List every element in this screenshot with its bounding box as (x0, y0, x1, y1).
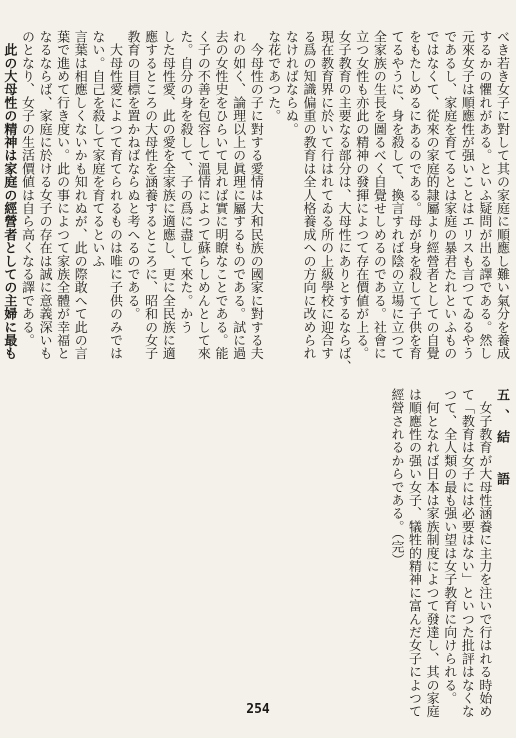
text-column: 葉で進めて行き度い。此の事によつて家族全體が幸福と (54, 30, 70, 360)
text-column: 女子教育が大母性涵養に主力を注いで行はれる時始め (476, 388, 492, 718)
text-column: ではなくて、從來の家庭的隷屬より經營者としての自覺 (423, 30, 439, 360)
text-column: 立つ女性も亦此の精神の發揮によつて存在價値が上る。 (353, 30, 369, 360)
text-column: 今母性の子に對する愛情は大和民族の國家に對する夫 (247, 30, 263, 360)
text-column: 現在教育界に於いて行はれてゐる所の上級學校に迎合す (318, 30, 334, 360)
text-column: するかの懼れがある。といふ疑問が出る譯である。然し (476, 30, 492, 360)
text-column: る爲の知識偏重の教育は全人格養成への方向に改められ (300, 30, 316, 360)
text-column: 全家族の生長を圖るべく自覺せしめるのである。社會に (370, 30, 386, 360)
divider (8, 360, 508, 361)
text-column: 經營されるからである。（完） (388, 388, 404, 567)
text-column: 此の大母性の精神は家庭の經營者としての主婦に最も (1, 30, 17, 360)
text-column: なければならぬ。 (282, 30, 298, 136)
text-column: た。自分の身を殺して、子の爲に盡して來た。かう (177, 30, 193, 334)
text-column: なるならば、家庭に於ける女子の存在は誠に意義深いも (36, 30, 52, 360)
text-column: れの如く、論理以上の眞理に屬するものである。試に過 (230, 30, 246, 360)
text-column: 大母性愛によつて育てられるものは唯に子供のみでは (106, 30, 122, 360)
text-column: ない。自己を殺して家庭を育てるといふ (89, 30, 105, 268)
section-heading: 五、結 語 (494, 388, 509, 493)
text-column: てるやうに、身を殺して、換言すれば陰の立場に立つて (388, 30, 404, 360)
text-column: べき若き女子に對して其の家庭に順應し難い氣分を養成 (494, 30, 509, 360)
text-column: 女子教育の主要なる部分は、大母性にありとするならば、 (335, 30, 351, 374)
page-number: 254 (246, 702, 270, 717)
text-column: 何となれば日本は家族制度によつて發達し、其の家庭 (423, 388, 439, 718)
text-column: 言葉は相應しくないかも知れぬが、此の際敢へて此の言 (71, 30, 87, 360)
text-column: 去の女性史をひらいて見れば實に明瞭なことである。能 (212, 30, 228, 360)
text-column: 應するところの大母性を涵養するところに、昭和の女子 (142, 30, 158, 360)
text-column: した母性愛、此の愛を全家族に適應し、更に全民族に適 (159, 30, 175, 360)
text-column: 教育の目標を置かねばならぬと考へるのである。 (124, 30, 140, 321)
text-column: な花であつた。 (265, 30, 281, 123)
text-column: であるし、家庭を育てるとは家庭の暴君たれといふもの (441, 30, 457, 360)
text-column: のとなり、女子の生活價値は自ら高くなる譯である。 (18, 30, 34, 347)
upper-text-block (1, 30, 510, 374)
text-column: は順應性の强い女子、犠牲的精神に富んだ女子によつて (406, 388, 422, 718)
text-column: をもたしめるにあるのである。母が身を殺して子供を育 (406, 30, 422, 360)
text-column: 元來女子は順應性が强いことはエリスも言つてゐるやう (458, 30, 474, 360)
text-column: く子の不善を包容して溫情によつて蘇らしめんとして來 (194, 30, 210, 360)
text-column: て「教育は女子には必要はない」といつた批評はなくな (458, 388, 474, 718)
text-column: つて、全人類の最も强い望は女子教育に向けられる。 (441, 388, 457, 705)
